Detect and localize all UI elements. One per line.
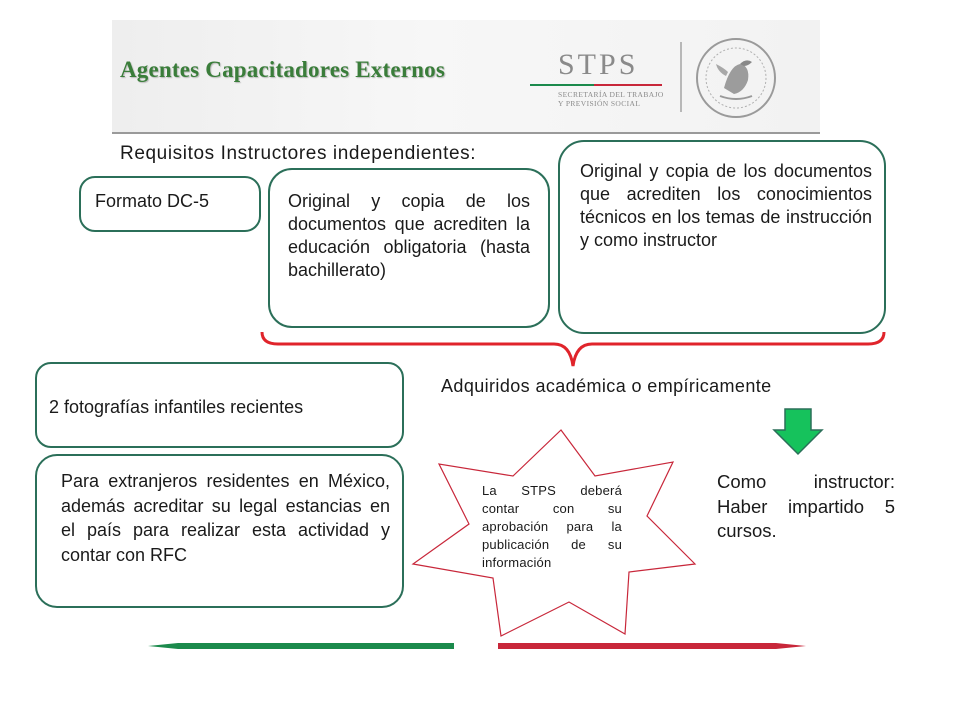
header-banner <box>112 20 820 134</box>
stps-logo-subtitle: SECRETARÍA DEL TRABAJO Y PREVISIÓN SOCIAL <box>558 90 664 108</box>
logo-red-line <box>594 84 662 86</box>
mexico-seal-icon <box>694 36 778 120</box>
footer-green-stripe <box>148 643 454 649</box>
logo-separator <box>680 42 682 112</box>
acquired-note: Adquiridos académica o empíricamente <box>441 376 772 396</box>
knowledge-docs-box: Original y copia de los documentos que acrediten los conocimientos técnicos en los temas de instrucción y como instructor <box>558 140 886 334</box>
instructor-note: Como instructor: Haber impartido 5 cursos. <box>717 471 895 541</box>
education-docs-box: Original y copia de los documentos que acrediten la educación obligatoria (hasta bachillerato) <box>268 168 550 328</box>
requirements-heading: Requisitos Instructores independientes: <box>120 143 477 164</box>
star-note-text: La STPS deberá contar con su aprobación para la publicación de su información <box>482 483 622 570</box>
page-title: Agentes Capacitadores Externos <box>120 57 445 82</box>
stps-logo-word: STPS <box>558 48 639 81</box>
down-arrow-icon <box>772 408 824 456</box>
foreigners-box: Para extranjeros residentes en México, además acreditar su legal estancias en el país para realizar esta actividad y contar con RFC <box>35 454 404 608</box>
dc5-format-box: Formato DC-5 <box>79 176 261 232</box>
logo-green-line <box>530 84 594 86</box>
footer-red-stripe <box>498 643 806 649</box>
photos-box: 2 fotografías infantiles recientes <box>35 362 404 448</box>
